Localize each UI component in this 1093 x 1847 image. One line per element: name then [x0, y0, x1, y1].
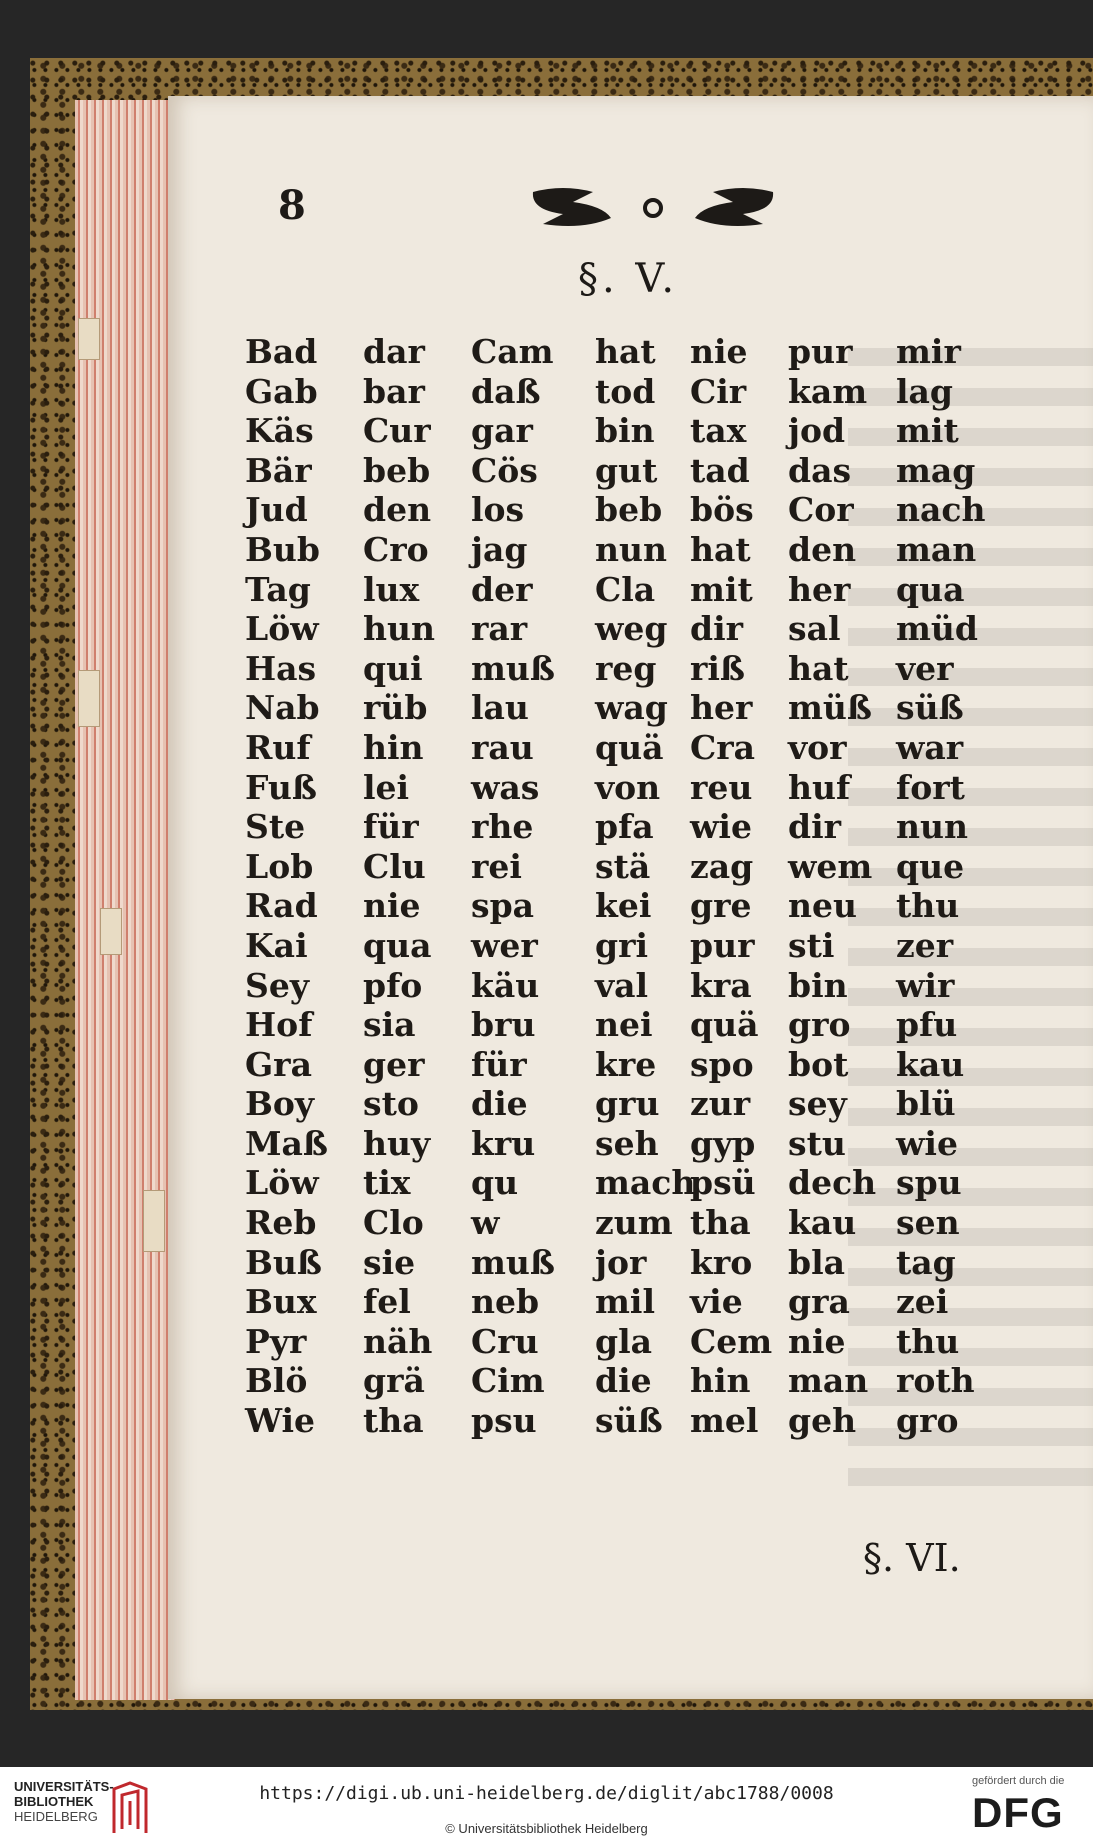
- syllable-cell: Rad: [245, 886, 318, 926]
- syllable-cell: wag: [595, 688, 668, 728]
- syllable-cell: kru: [471, 1123, 536, 1163]
- syllable-cell: hat: [595, 332, 656, 371]
- syllable-cell: gri: [595, 925, 648, 965]
- syllable-row: [243, 1282, 1003, 1322]
- syllable-cell: Has: [245, 648, 317, 688]
- syllable-cell: wie: [690, 807, 752, 847]
- syllable-cell: Ste: [245, 807, 306, 847]
- syllable-cell: hat: [690, 529, 751, 569]
- syllable-cell: Käs: [245, 411, 314, 451]
- syllable-cell: Reb: [245, 1203, 317, 1243]
- syllable-cell: sia: [363, 1005, 416, 1045]
- syllable-cell: sey: [788, 1084, 847, 1124]
- syllable-cell: Cir: [690, 371, 747, 411]
- syllable-cell: dar: [363, 332, 425, 371]
- syllable-cell: psu: [471, 1401, 537, 1441]
- syllable-cell: Fuß: [245, 767, 317, 807]
- syllable-cell: wie: [896, 1123, 958, 1163]
- syllable-cell: sti: [788, 925, 835, 965]
- syllable-cell: her: [690, 688, 753, 728]
- syllable-cell: gar: [471, 411, 533, 451]
- syllable-cell: nun: [595, 529, 667, 569]
- syllable-cell: Cim: [471, 1361, 545, 1401]
- syllable-row: [243, 1124, 1003, 1164]
- syllable-cell: Cem: [690, 1321, 773, 1361]
- syllable-cell: thu: [896, 886, 960, 926]
- syllable-cell: huy: [363, 1123, 431, 1163]
- syllable-cell: gre: [690, 886, 752, 926]
- syllable-cell: roth: [896, 1361, 975, 1401]
- syllable-cell: Bär: [245, 450, 312, 490]
- syllable-row: [243, 807, 1003, 847]
- syllable-cell: wem: [788, 846, 873, 886]
- syllable-cell: mit: [896, 411, 959, 451]
- syllable-cell: fel: [363, 1282, 411, 1322]
- syllable-cell: süß: [595, 1401, 663, 1441]
- syllable-cell: Cru: [471, 1321, 539, 1361]
- syllable-cell: für: [363, 807, 419, 847]
- syllable-cell: los: [471, 490, 525, 530]
- syllable-cell: Ruf: [245, 727, 311, 767]
- syllable-cell: den: [363, 490, 432, 530]
- syllable-cell: kre: [595, 1044, 657, 1084]
- syllable-cell: mil: [595, 1282, 655, 1322]
- syllable-cell: geh: [788, 1401, 857, 1441]
- syllable-cell: zer: [896, 925, 954, 965]
- syllable-cell: qu: [471, 1163, 519, 1203]
- syllable-cell: was: [471, 767, 540, 807]
- syllable-cell: que: [896, 846, 965, 886]
- syllable-row: [243, 332, 1003, 372]
- syllable-cell: quä: [690, 1005, 759, 1045]
- syllable-cell: Cor: [788, 490, 854, 530]
- syllable-row: [243, 768, 1003, 808]
- syllable-cell: her: [788, 569, 851, 609]
- syllable-cell: bru: [471, 1005, 536, 1045]
- syllable-cell: Bad: [245, 332, 318, 371]
- syllable-row: [243, 847, 1003, 887]
- syllable-cell: val: [595, 965, 649, 1005]
- syllable-row: [243, 1401, 1003, 1441]
- syllable-cell: gut: [595, 450, 658, 490]
- syllable-cell: müß: [788, 688, 872, 728]
- syllable-cell: fort: [896, 767, 965, 807]
- syllable-cell: gro: [788, 1005, 851, 1045]
- syllable-cell: zag: [690, 846, 754, 886]
- syllable-cell: hin: [363, 727, 424, 767]
- syllable-cell: war: [896, 727, 964, 767]
- syllable-row: [243, 411, 1003, 451]
- funding-caption: gefördert durch die: [972, 1775, 1065, 1787]
- syllable-cell: sen: [896, 1203, 960, 1243]
- syllable-cell: Wie: [245, 1401, 316, 1441]
- syllable-cell: die: [595, 1361, 652, 1401]
- syllable-cell: Hof: [245, 1005, 313, 1045]
- syllable-cell: Nab: [245, 688, 320, 728]
- syllable-cell: pfu: [896, 1005, 958, 1045]
- syllable-cell: Cra: [690, 727, 756, 767]
- syllable-row: [243, 688, 1003, 728]
- syllable-cell: Pyr: [245, 1321, 307, 1361]
- page-tab-marker: [78, 318, 100, 360]
- page-tab-marker: [100, 908, 122, 955]
- syllable-cell: süß: [896, 688, 964, 728]
- syllable-cell: müd: [896, 609, 978, 649]
- syllable-cell: Gra: [245, 1044, 312, 1084]
- syllable-cell: mach: [595, 1163, 696, 1203]
- syllable-row: [243, 886, 1003, 926]
- permalink-url[interactable]: https://digi.ub.uni-heidelberg.de/diglit/abc1788/0008: [259, 1783, 834, 1804]
- syllable-cell: nie: [363, 886, 421, 926]
- syllable-cell: Boy: [245, 1084, 315, 1124]
- syllable-row: [243, 451, 1003, 491]
- syllable-cell: kau: [788, 1203, 857, 1243]
- syllable-cell: lux: [363, 569, 420, 609]
- syllable-cell: huf: [788, 767, 851, 807]
- syllable-cell: zum: [595, 1203, 673, 1243]
- page-tab-marker: [78, 670, 100, 727]
- syllable-cell: beb: [363, 450, 431, 490]
- dfg-logo: DFG: [972, 1789, 1064, 1836]
- syllable-cell: neu: [788, 886, 857, 926]
- syllable-cell: Cös: [471, 450, 538, 490]
- syllable-row: [243, 966, 1003, 1006]
- page-tab-marker: [143, 1190, 165, 1252]
- syllable-cell: qui: [363, 648, 423, 688]
- syllable-cell: wir: [896, 965, 955, 1005]
- syllable-row: [243, 530, 1003, 570]
- syllable-cell: Cam: [471, 332, 554, 371]
- syllable-cell: beb: [595, 490, 663, 530]
- syllable-cell: w: [471, 1203, 500, 1243]
- syllable-cell: man: [788, 1361, 869, 1401]
- syllable-cell: Gab: [245, 371, 318, 411]
- syllable-table: [243, 332, 1003, 1441]
- syllable-cell: dech: [788, 1163, 877, 1203]
- syllable-cell: hun: [363, 609, 435, 649]
- syllable-cell: spu: [896, 1163, 962, 1203]
- syllable-cell: psü: [690, 1163, 756, 1203]
- syllable-cell: sal: [788, 609, 841, 649]
- syllable-row: [243, 372, 1003, 412]
- syllable-cell: vor: [788, 727, 847, 767]
- syllable-cell: Cur: [363, 411, 431, 451]
- page-number: 8: [278, 182, 306, 229]
- syllable-cell: sto: [363, 1084, 419, 1124]
- syllable-cell: näh: [363, 1321, 433, 1361]
- catchword: §. VI.: [863, 1536, 961, 1580]
- syllable-row: [243, 1163, 1003, 1203]
- syllable-cell: Cro: [363, 529, 429, 569]
- syllable-cell: Maß: [245, 1123, 328, 1163]
- syllable-cell: Jud: [245, 490, 308, 530]
- syllable-row: [243, 1005, 1003, 1045]
- syllable-row: [243, 1243, 1003, 1283]
- syllable-cell: mir: [896, 332, 961, 371]
- syllable-cell: muß: [471, 1242, 555, 1282]
- syllable-row: [243, 926, 1003, 966]
- syllable-cell: Bub: [245, 529, 320, 569]
- syllable-cell: lag: [896, 371, 953, 411]
- syllable-cell: vie: [690, 1282, 743, 1322]
- syllable-row: [243, 649, 1003, 689]
- syllable-cell: rar: [471, 609, 528, 649]
- library-name-line: BIBLIOTHEK: [14, 1794, 94, 1809]
- syllable-cell: jag: [471, 529, 528, 569]
- library-name-line: HEIDELBERG: [14, 1809, 98, 1824]
- syllable-cell: blü: [896, 1084, 956, 1124]
- syllable-cell: nach: [896, 490, 986, 530]
- syllable-cell: pfa: [595, 807, 654, 847]
- syllable-cell: Buß: [245, 1242, 322, 1282]
- syllable-cell: hat: [788, 648, 849, 688]
- syllable-cell: riß: [690, 648, 745, 688]
- syllable-cell: pfo: [363, 965, 423, 1005]
- syllable-cell: tax: [690, 411, 747, 451]
- syllable-cell: wer: [471, 925, 538, 965]
- syllable-cell: Löw: [245, 1163, 319, 1203]
- syllable-cell: bar: [363, 371, 425, 411]
- syllable-cell: neb: [471, 1282, 540, 1322]
- syllable-cell: qua: [363, 925, 432, 965]
- syllable-cell: gro: [896, 1401, 959, 1441]
- syllable-row: [243, 1045, 1003, 1085]
- syllable-row: [243, 1203, 1003, 1243]
- syllable-cell: mel: [690, 1401, 759, 1441]
- syllable-cell: kam: [788, 371, 868, 411]
- syllable-cell: pur: [788, 332, 853, 371]
- copyright-notice: © Universitätsbibliothek Heidelberg: [445, 1821, 648, 1836]
- syllable-cell: rüb: [363, 688, 428, 728]
- syllable-cell: ver: [896, 648, 954, 688]
- book-page: [168, 96, 1093, 1699]
- syllable-row: [243, 570, 1003, 610]
- syllable-cell: stu: [788, 1123, 846, 1163]
- syllable-cell: zei: [896, 1282, 949, 1322]
- syllable-cell: Löw: [245, 609, 319, 649]
- syllable-cell: reg: [595, 648, 657, 688]
- syllable-cell: tha: [690, 1203, 751, 1243]
- syllable-cell: Clo: [363, 1203, 424, 1243]
- syllable-cell: kra: [690, 965, 752, 1005]
- syllable-cell: mit: [690, 569, 753, 609]
- syllable-cell: nei: [595, 1005, 653, 1045]
- syllable-cell: jor: [595, 1242, 647, 1282]
- syllable-cell: thu: [896, 1321, 960, 1361]
- syllable-cell: die: [471, 1084, 528, 1124]
- syllable-cell: grä: [363, 1361, 425, 1401]
- syllable-cell: von: [595, 767, 661, 807]
- syllable-cell: weg: [595, 609, 668, 649]
- syllable-cell: sie: [363, 1242, 416, 1282]
- syllable-cell: den: [788, 529, 857, 569]
- syllable-cell: stä: [595, 846, 651, 886]
- syllable-cell: gyp: [690, 1123, 756, 1163]
- syllable-cell: reu: [690, 767, 753, 807]
- syllable-cell: tod: [595, 371, 656, 411]
- syllable-cell: gla: [595, 1321, 652, 1361]
- syllable-cell: tix: [363, 1163, 411, 1203]
- syllable-cell: rhe: [471, 807, 534, 847]
- syllable-cell: Lob: [245, 846, 314, 886]
- syllable-cell: lau: [471, 688, 529, 728]
- syllable-cell: tad: [690, 450, 750, 490]
- syllable-cell: man: [896, 529, 977, 569]
- syllable-cell: jod: [788, 411, 846, 451]
- syllable-cell: spo: [690, 1044, 754, 1084]
- syllable-cell: pur: [690, 925, 755, 965]
- syllable-cell: muß: [471, 648, 555, 688]
- syllable-cell: gra: [788, 1282, 850, 1322]
- syllable-cell: kau: [896, 1044, 965, 1084]
- syllable-cell: das: [788, 450, 852, 490]
- syllable-cell: bla: [788, 1242, 845, 1282]
- syllable-cell: für: [471, 1044, 527, 1084]
- syllable-cell: bot: [788, 1044, 849, 1084]
- syllable-row: [243, 1084, 1003, 1124]
- syllable-cell: Bux: [245, 1282, 317, 1322]
- syllable-cell: daß: [471, 371, 541, 411]
- syllable-cell: gru: [595, 1084, 660, 1124]
- syllable-cell: qua: [896, 569, 965, 609]
- syllable-cell: Blö: [245, 1361, 308, 1401]
- syllable-cell: ger: [363, 1044, 425, 1084]
- syllable-cell: Cla: [595, 569, 656, 609]
- decorative-ornament-icon: [523, 184, 783, 230]
- syllable-cell: der: [471, 569, 533, 609]
- syllable-cell: nie: [788, 1321, 846, 1361]
- syllable-cell: quä: [595, 727, 664, 767]
- syllable-cell: käu: [471, 965, 540, 1005]
- syllable-cell: mag: [896, 450, 976, 490]
- syllable-cell: seh: [595, 1123, 659, 1163]
- syllable-cell: tag: [896, 1242, 956, 1282]
- syllable-row: [243, 609, 1003, 649]
- syllable-cell: rau: [471, 727, 534, 767]
- syllable-cell: dir: [788, 807, 841, 847]
- syllable-cell: lei: [363, 767, 410, 807]
- syllable-cell: bin: [595, 411, 655, 451]
- syllable-cell: nun: [896, 807, 968, 847]
- syllable-cell: bin: [788, 965, 848, 1005]
- syllable-row: [243, 728, 1003, 768]
- syllable-cell: dir: [690, 609, 743, 649]
- footer-bar: [0, 1767, 1093, 1847]
- syllable-cell: Sey: [245, 965, 310, 1005]
- syllable-cell: kro: [690, 1242, 753, 1282]
- syllable-cell: zur: [690, 1084, 751, 1124]
- syllable-cell: tha: [363, 1401, 424, 1441]
- syllable-cell: rei: [471, 846, 522, 886]
- syllable-cell: Kai: [245, 925, 308, 965]
- syllable-cell: bös: [690, 490, 754, 530]
- syllable-cell: Tag: [245, 569, 311, 609]
- syllable-cell: nie: [690, 332, 748, 371]
- syllable-cell: hin: [690, 1361, 751, 1401]
- syllable-row: [243, 1322, 1003, 1362]
- syllable-cell: kei: [595, 886, 652, 926]
- syllable-cell: spa: [471, 886, 535, 926]
- library-name-line: UNIVERSITÄTS-: [14, 1779, 114, 1794]
- syllable-cell: Clu: [363, 846, 426, 886]
- syllable-row: [243, 1361, 1003, 1401]
- section-heading: §. V.: [578, 256, 679, 302]
- syllable-row: [243, 490, 1003, 530]
